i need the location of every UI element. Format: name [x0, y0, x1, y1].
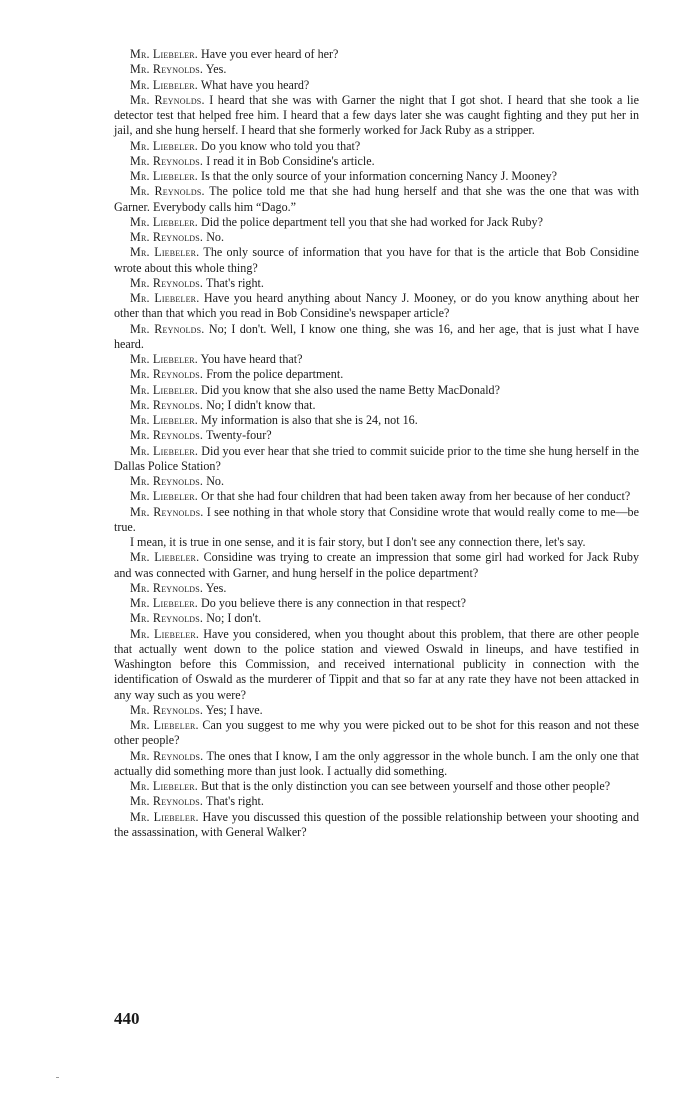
paragraph-text: Yes; I have. [203, 702, 263, 717]
paragraph-text: Have you considered, when you thought about this problem, that there are other people that actually went down to the police station and viewed Oswald in lineups, and have testified in Washington before this Commission, and received international publicity in connection with the identification of Oswald as the murderer of Tippit and that so far at any rate they have not been attacked in any way such as you were? [114, 626, 640, 702]
transcript-paragraph [114, 398, 639, 413]
transcript-paragraph [114, 139, 639, 154]
paragraph-text: Have you ever heard of her? [198, 47, 339, 61]
speaker-label: Mr. Liebeler. [130, 245, 200, 260]
speaker-label: Mr. Reynolds. [130, 230, 204, 244]
transcript-paragraph [114, 413, 639, 428]
transcript-paragraph [114, 474, 639, 489]
paragraph-text: No. [203, 474, 224, 488]
transcript-paragraph [114, 505, 639, 536]
speaker-label: Mr. Liebeler. [130, 413, 199, 427]
paragraph-text: I heard that she was with Garner the night that I got shot. I heard that she took a lie detector test that helped free him. I heard that a few days later she was caught fighting and they put her in jail, and she hung herself. I heard that she formerly worked for Jack Ruby as a stripper. [114, 92, 639, 138]
transcript-paragraph [114, 444, 639, 475]
paragraph-text: Have you heard anything about Nancy J. Mooney, or do you know anything about her other than that which you read in Bob Considine's newspaper article? [114, 291, 639, 321]
speaker-label: Mr. Liebeler. [130, 596, 199, 610]
speaker-label: Mr. Reynolds. [130, 275, 204, 290]
transcript-paragraph [114, 47, 639, 62]
transcript-paragraph [114, 230, 639, 245]
paragraph-text: Did the police department tell you that she had worked for Jack Ruby? [198, 214, 543, 229]
scan-mark [56, 1077, 59, 1078]
speaker-label: Mr. Reynolds. [130, 580, 204, 595]
paragraph-text: My information is also that she is 24, not 16. [198, 413, 418, 427]
transcript-paragraph [114, 810, 639, 841]
transcript-paragraph [114, 184, 639, 215]
transcript-paragraph [114, 550, 639, 581]
paragraph-text: From the police department. [203, 367, 344, 382]
transcript-paragraph [114, 367, 639, 382]
page-number: 440 [114, 1009, 140, 1028]
paragraph-text: What have you heard? [198, 77, 310, 92]
transcript-paragraph [114, 703, 639, 718]
speaker-label: Mr. Liebeler. [130, 718, 199, 732]
speaker-label: Mr. Liebeler. [130, 291, 200, 305]
speaker-label: Mr. Liebeler. [130, 809, 199, 824]
paragraph-text: Have you discussed this question of the possible relationship between your shooting and the assassination, with General Walker? [114, 809, 639, 839]
speaker-label: Mr. Liebeler. [130, 443, 199, 458]
transcript-paragraph [114, 581, 639, 596]
speaker-label: Mr. Liebeler. [130, 779, 199, 793]
transcript-paragraph [114, 352, 639, 367]
paragraph-text: The ones that I know, I am the only aggressor in the whole bunch. I am the only one that actually did something more than just look. I actually did something. [114, 748, 639, 778]
speaker-label: Mr. Liebeler. [130, 138, 199, 153]
paragraph-text: Considine was trying to create an impression that some girl had worked for Jack Ruby and was connected with Garner, and hung herself in the police department? [114, 550, 640, 580]
paragraph-text: That's right. [203, 794, 264, 809]
paragraph-text: The only source of information that you have for that is the article that Bob Considine wrote about this whole thing? [114, 245, 639, 275]
paragraph-text: I see nothing in that whole story that Considine wrote that would really come to me—be true. [114, 504, 639, 534]
transcript-paragraph [114, 322, 639, 353]
paragraph-text: Yes. [203, 580, 227, 595]
paragraph-text: No; I didn't know that. [203, 397, 316, 412]
transcript-paragraph [114, 428, 639, 443]
speaker-label: Mr. Reynolds. [130, 62, 204, 77]
transcript-body [114, 47, 639, 840]
paragraph-text: Or that she had four children that had been taken away from her because of her conduct? [198, 489, 631, 504]
speaker-label: Mr. Reynolds. [130, 92, 205, 107]
paragraph-text: Do you believe there is any connection in that respect? [198, 596, 467, 610]
paragraph-text: Did you know that she also used the name Betty MacDonald? [198, 382, 500, 397]
speaker-label: Mr. Reynolds. [130, 428, 204, 443]
speaker-label: Mr. Reynolds. [130, 611, 204, 626]
speaker-label: Mr. Liebeler. [130, 47, 199, 61]
speaker-label: Mr. Reynolds. [130, 702, 204, 717]
transcript-paragraph [114, 627, 639, 703]
paragraph-text: You have heard that? [198, 352, 303, 366]
paragraph-text: No; I don't. Well, I know one thing, she was 16, and her age, that is just what I have heard. [114, 321, 639, 351]
speaker-label: Mr. Liebeler. [130, 352, 199, 366]
paragraph-text: I read it in Bob Considine's article. [203, 153, 375, 168]
paragraph-text: Did you ever hear that she tried to commit suicide prior to the time she hung herself in the Dallas Police Station? [114, 443, 639, 473]
paragraph-text: Yes. [203, 62, 227, 77]
transcript-paragraph [114, 749, 639, 780]
speaker-label: Mr. Reynolds. [130, 748, 204, 763]
paragraph-text: Is that the only source of your information concerning Nancy J. Mooney? [198, 169, 558, 183]
transcript-paragraph [114, 276, 639, 291]
speaker-label: Mr. Liebeler. [130, 382, 199, 397]
paragraph-text: That's right. [203, 275, 264, 290]
transcript-paragraph [114, 794, 639, 809]
paragraph-text: The police told me that she had hung herself and that she was the one that was with Garner. Everybody calls him “Dago.” [114, 184, 640, 214]
paragraph-text: No. [203, 230, 224, 244]
transcript-paragraph [114, 779, 639, 794]
transcript-paragraph [114, 93, 639, 139]
paragraph-text: I mean, it is true in one sense, and it is fair story, but I don't see any connection there, let's say. [130, 535, 586, 549]
speaker-label: Mr. Liebeler. [130, 169, 199, 183]
transcript-paragraph [114, 154, 639, 169]
transcript-paragraph [114, 169, 639, 184]
transcript-paragraph [114, 383, 639, 398]
speaker-label: Mr. Liebeler. [130, 77, 199, 92]
transcript-paragraph [114, 78, 639, 93]
speaker-label: Mr. Reynolds. [130, 184, 205, 199]
speaker-label: Mr. Reynolds. [130, 367, 204, 382]
speaker-label: Mr. Liebeler. [130, 626, 200, 641]
speaker-label: Mr. Reynolds. [130, 794, 204, 809]
transcript-paragraph [114, 245, 639, 276]
speaker-label: Mr. Liebeler. [130, 550, 200, 565]
paragraph-text: But that is the only distinction you can see between yourself and those other people? [198, 779, 611, 793]
paragraph-text: No; I don't. [203, 611, 262, 626]
transcript-paragraph [114, 291, 639, 322]
speaker-label: Mr. Reynolds. [130, 321, 205, 336]
transcript-paragraph [114, 215, 639, 230]
transcript-paragraph [114, 718, 639, 749]
speaker-label: Mr. Reynolds. [130, 504, 204, 519]
transcript-paragraph [114, 62, 639, 77]
transcript-paragraph [114, 611, 639, 626]
speaker-label: Mr. Reynolds. [130, 474, 204, 488]
speaker-label: Mr. Liebeler. [130, 489, 199, 504]
speaker-label: Mr. Reynolds. [130, 397, 204, 412]
paragraph-text: Do you know who told you that? [198, 138, 361, 153]
speaker-label: Mr. Reynolds. [130, 153, 204, 168]
paragraph-text: Twenty-four? [203, 428, 272, 443]
transcript-paragraph [114, 596, 639, 611]
transcript-paragraph [114, 535, 639, 550]
transcript-paragraph [114, 489, 639, 504]
paragraph-text: Can you suggest to me why you were picked out to be shot for this reason and not these other people? [114, 718, 639, 748]
speaker-label: Mr. Liebeler. [130, 214, 199, 229]
